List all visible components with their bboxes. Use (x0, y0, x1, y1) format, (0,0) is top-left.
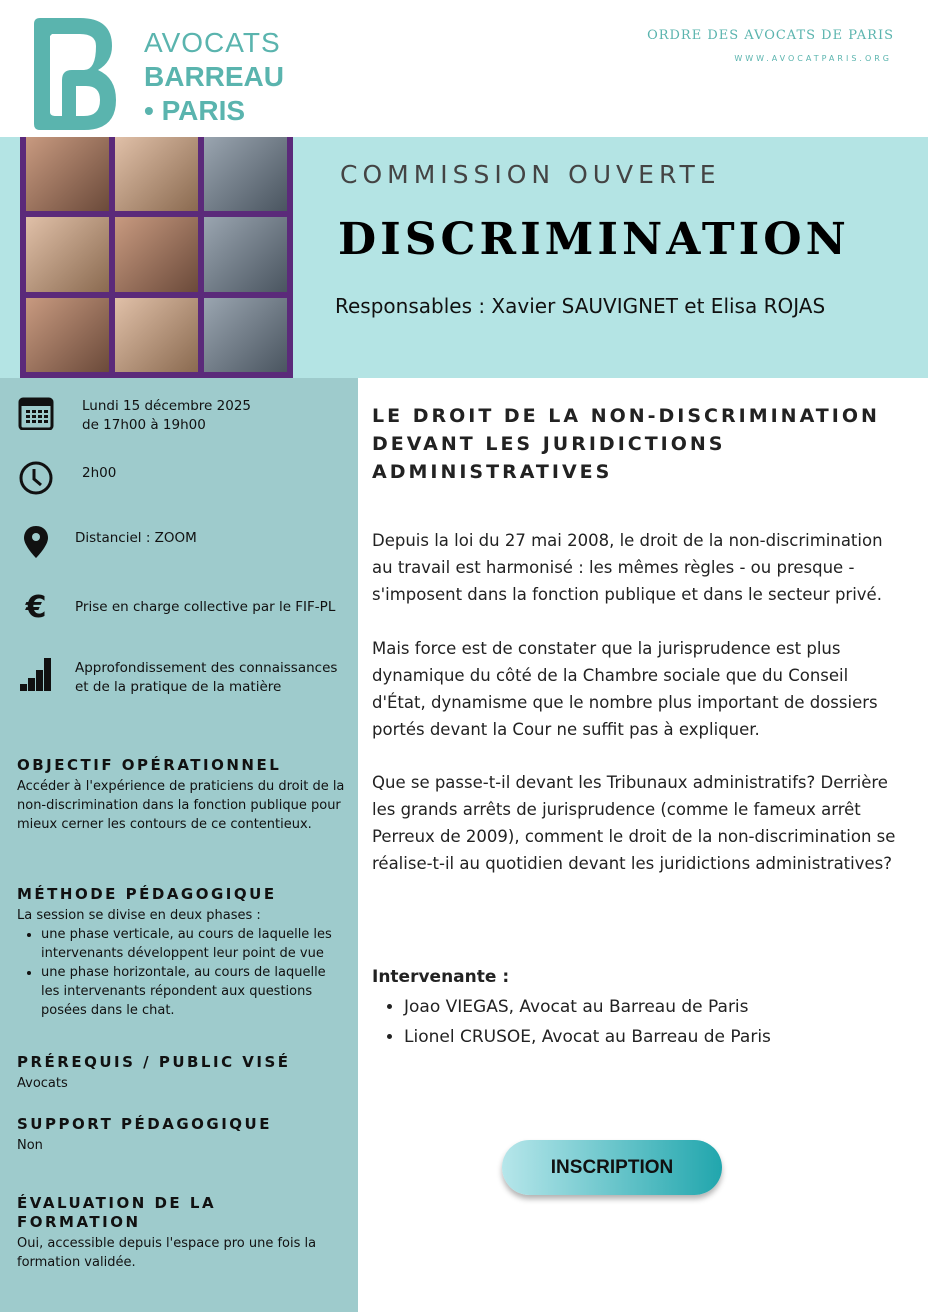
section-text: Accéder à l'expérience de praticiens du droit de la non-discrimination dans la fonction publique pour mieux cerner les contours de ce contentieux. (17, 779, 345, 832)
banner-title: DISCRIMINATION (338, 214, 850, 265)
list-item: • une phase horizontale, au cours de laquelle les intervenants répondent aux questions posées dans le chat. (41, 963, 347, 1020)
list-item: • une phase verticale, au cours de laquelle les intervenants développent leur point de vue (41, 925, 347, 963)
banner-subtitle: COMMISSION OUVERTE (340, 160, 721, 189)
section-evaluation (17, 1194, 347, 1272)
event-date: Lundi 15 décembre 2025 (82, 398, 252, 414)
sidebar (0, 378, 358, 1312)
section-title: OBJECTIF OPÉRATIONNEL (17, 756, 282, 774)
event-location: Distanciel : ZOOM (75, 530, 197, 546)
paragraph: Depuis la loi du 27 mai 2008, le droit de la non-discrimination au travail est harmonisé : les mêmes règles - ou presque - s'imposent dans la fonction publique et dans le secteur privé. (372, 531, 883, 604)
paragraph: Que se passe-t-il devant les Tribunaux administratifs? Derrière les grands arrêts de jurisprudence (comme le fameux arrêt Perreux de 2009), comment le droit de la non-discrimination se réalise-t-il au quotidien devant les juridictions administratives? (372, 773, 896, 873)
paragraph: Mais force est de constater que la jurisprudence est plus dynamique du côté de la Chambre sociale que du Conseil d'État, dynamisme que le nombre plus important de dossiers portés devant la Cour ne suffit pas à expliquer. (372, 639, 878, 739)
responsables: Responsables : Xavier SAUVIGNET et Elisa ROJAS (335, 294, 826, 318)
intervenant-item: • Joao VIEGAS, Avocat au Barreau de Paris (404, 992, 771, 1022)
ordre-title: ORDRE DES AVOCATS DE PARIS (647, 28, 894, 43)
section-objectif (17, 756, 347, 834)
section-text: La session se divise en deux phases : (17, 908, 261, 923)
section-title: MÉTHODE PÉDAGOGIQUE (17, 885, 277, 903)
photo-collage (20, 137, 293, 378)
intervenants (372, 962, 771, 1052)
inscription-button[interactable]: INSCRIPTION (502, 1140, 722, 1195)
logo-line: AVOCATS (144, 27, 281, 58)
event-level: et de la pratique de la matière (75, 679, 282, 695)
section-text: Avocats (17, 1076, 68, 1091)
intervenant-item: • Lionel CRUSOE, Avocat au Barreau de Paris (404, 1022, 771, 1052)
logo-text (144, 26, 284, 128)
section-title: PRÉREQUIS / PUBLIC VISÉ (17, 1053, 291, 1071)
event-duration: 2h00 (82, 465, 117, 481)
event-time: de 17h00 à 19h00 (82, 417, 206, 433)
section-text: Non (17, 1138, 43, 1153)
bar-chart-icon (18, 656, 54, 692)
clock-icon (18, 460, 54, 496)
barreau-logo-icon (28, 16, 118, 132)
euro-icon: € (25, 590, 47, 625)
logo-line: BARREAU (144, 61, 284, 92)
event-funding: Prise en charge collective par le FIF-PL (75, 599, 336, 615)
section-text: Oui, accessible depuis l'espace pro une fois la formation validée. (17, 1236, 317, 1270)
calendar-icon (18, 394, 54, 430)
logo-line: • PARIS (144, 95, 246, 126)
website-link[interactable]: WWW.AVOCATPARIS.ORG (734, 54, 892, 63)
section-support (17, 1115, 347, 1155)
event-level: Approfondissement des connaissances (75, 660, 338, 676)
intervenants-label: Intervenante : (372, 967, 510, 987)
section-prerequis (17, 1053, 347, 1093)
section-title: SUPPORT PÉDAGOGIQUE (17, 1115, 272, 1133)
location-pin-icon (18, 524, 54, 560)
section-title: ÉVALUATION DE LA FORMATION (17, 1194, 217, 1231)
main-heading: LE DROIT DE LA NON-DISCRIMINATION DEVANT LES JURIDICTIONS ADMINISTRATIVES (372, 405, 880, 483)
section-methode (17, 885, 347, 1020)
